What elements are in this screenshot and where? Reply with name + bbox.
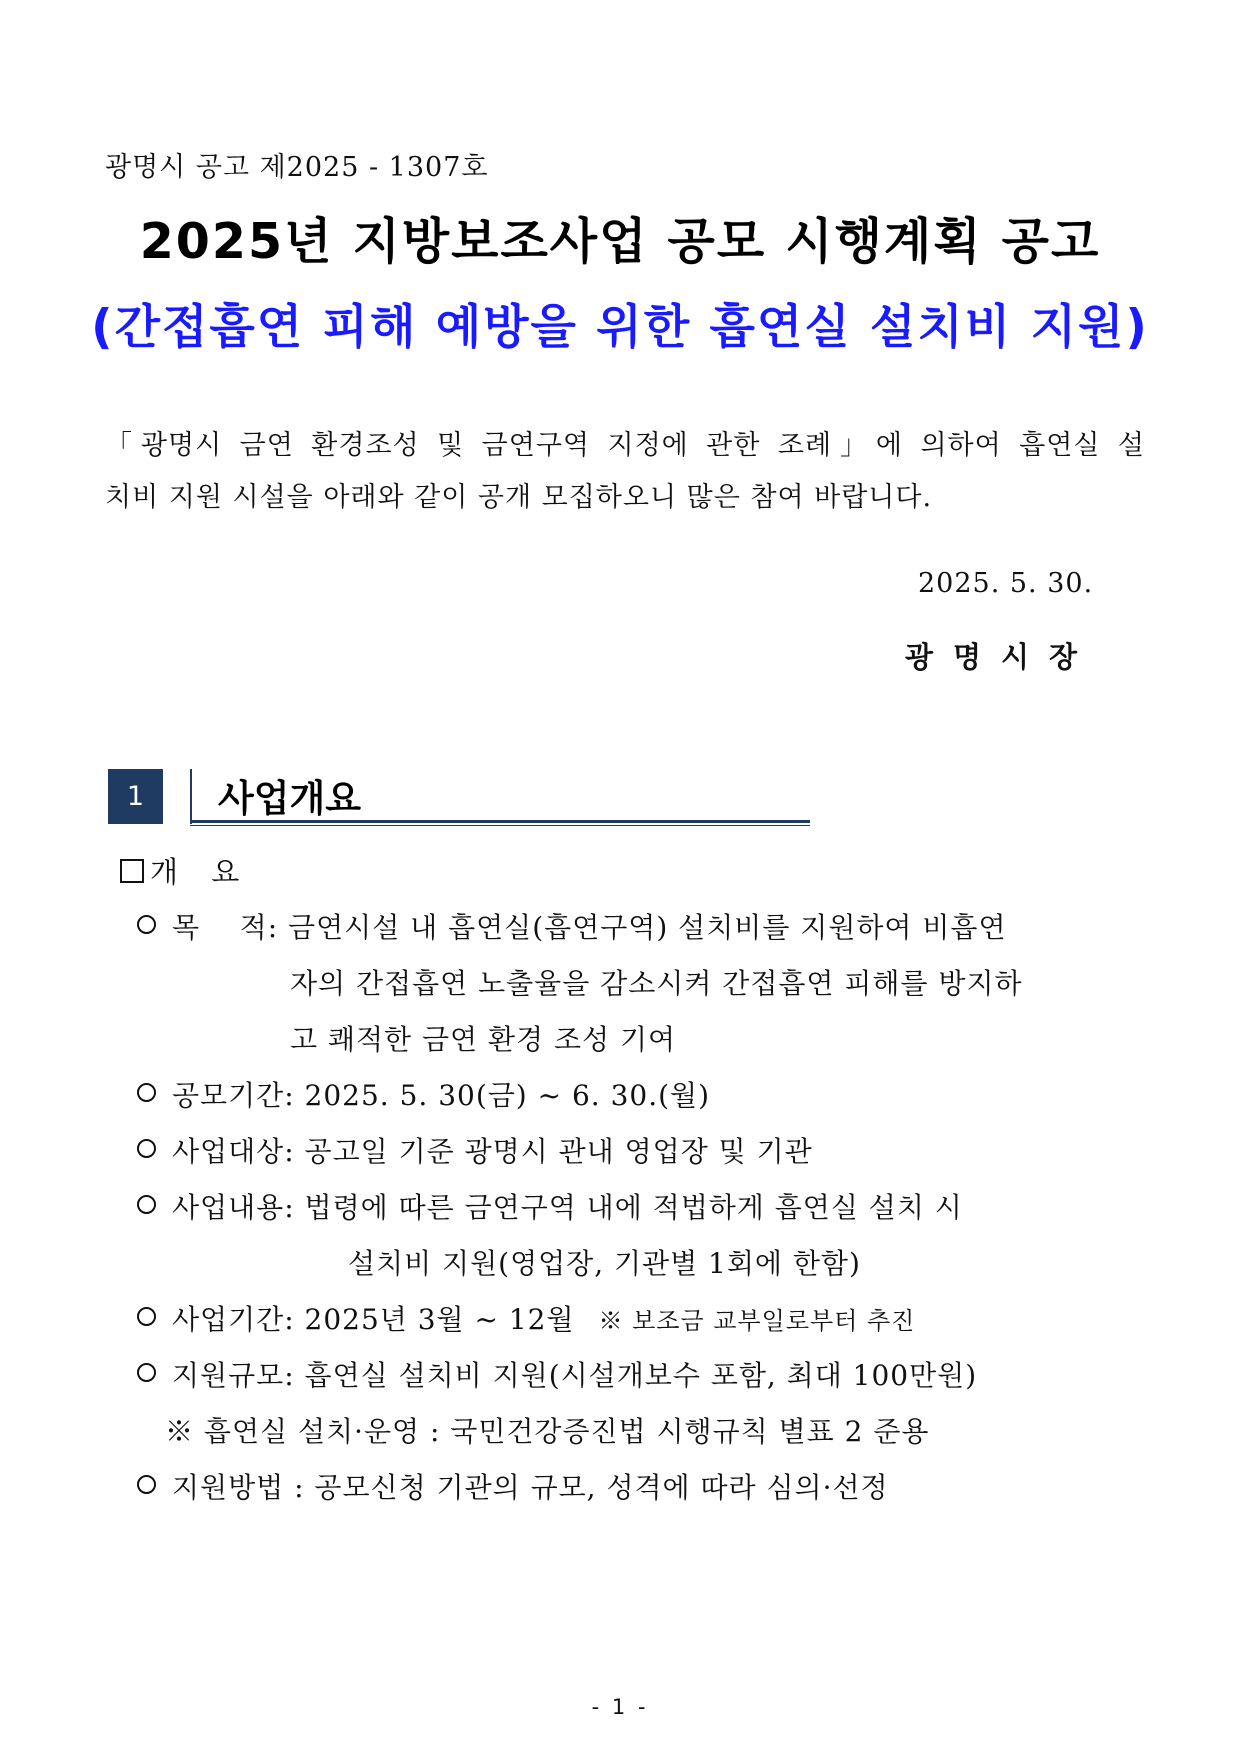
project-period-text: 사업기간: 2025년 3월 ~ 12월	[172, 1303, 575, 1336]
list-item-method	[137, 1466, 889, 1506]
circle-bullet-icon	[137, 1363, 156, 1382]
section-underline	[190, 820, 810, 823]
checkbox-square-icon	[120, 859, 144, 883]
circle-bullet-icon	[137, 1083, 156, 1102]
content-line-2: 설치비 지원(영업장, 기관별 1회에 한함)	[348, 1247, 861, 1280]
circle-bullet-icon	[137, 1307, 156, 1326]
overview-heading-label: 개 요	[150, 855, 252, 889]
scale-text: 지원규모: 흡연실 설치비 지원(시설개보수 포함, 최대 100만원)	[172, 1359, 978, 1392]
circle-bullet-icon	[137, 1475, 156, 1494]
notice-date: 2025. 5. 30.	[918, 568, 1094, 599]
project-period-note: ※ 보조금 교부일로부터 추진	[598, 1307, 916, 1335]
list-item-period	[137, 1074, 710, 1114]
notice-number: 광명시 공고 제2025 - 1307호	[105, 152, 489, 183]
issuer-name: 광명시장	[905, 640, 1098, 674]
circle-bullet-icon	[137, 1139, 156, 1158]
list-item-content	[137, 1186, 963, 1226]
period-text: 공모기간: 2025. 5. 30(금) ~ 6. 30.(월)	[172, 1079, 711, 1112]
method-text: 지원방법 : 공모신청 기관의 규모, 성격에 따라 심의·선정	[172, 1471, 889, 1504]
page-number: - 1 -	[591, 1695, 649, 1719]
section-number-badge: 1	[108, 769, 163, 824]
section-divider	[190, 769, 192, 824]
purpose-label: 목 적:	[172, 911, 279, 944]
overview-heading	[120, 850, 251, 891]
list-item-target	[137, 1130, 813, 1170]
scale-note: ※ 흡연실 설치·운영 : 국민건강증진법 시행규칙 별표 2 준용	[165, 1415, 930, 1448]
purpose-line-1: 금연시설 내 흡연실(흡연구역) 설치비를 지원하여 비흡연	[288, 911, 1007, 944]
list-item-scale	[137, 1354, 977, 1394]
list-item-purpose	[137, 906, 1007, 946]
list-item-project-period	[137, 1298, 915, 1338]
circle-bullet-icon	[137, 915, 156, 934]
circle-bullet-icon	[137, 1195, 156, 1214]
purpose-line-2: 자의 간접흡연 노출율을 감소시켜 간접흡연 피해를 방지하	[290, 967, 1023, 1000]
section-underline-thin	[190, 825, 810, 826]
document-title: 2025년 지방보조사업 공모 시행계획 공고	[139, 213, 1101, 270]
section-title: 사업개요	[218, 777, 361, 820]
intro-line-1: 「광명시 금연 환경조성 및 금연구역 지정에 관한 조례」에 의하여 흡연실 설	[105, 430, 1145, 461]
intro-line-2: 치비 지원 시설을 아래와 같이 공개 모집하오니 많은 참여 바랍니다.	[105, 482, 933, 513]
content-line-1: 사업내용: 법령에 따른 금연구역 내에 적법하게 흡연실 설치 시	[172, 1191, 963, 1224]
target-text: 사업대상: 공고일 기준 광명시 관내 영업장 및 기관	[172, 1135, 813, 1168]
purpose-line-3: 고 쾌적한 금연 환경 조성 기여	[290, 1023, 677, 1056]
document-subtitle: (간접흡연 피해 예방을 위한 흡연실 설치비 지원)	[91, 300, 1149, 355]
